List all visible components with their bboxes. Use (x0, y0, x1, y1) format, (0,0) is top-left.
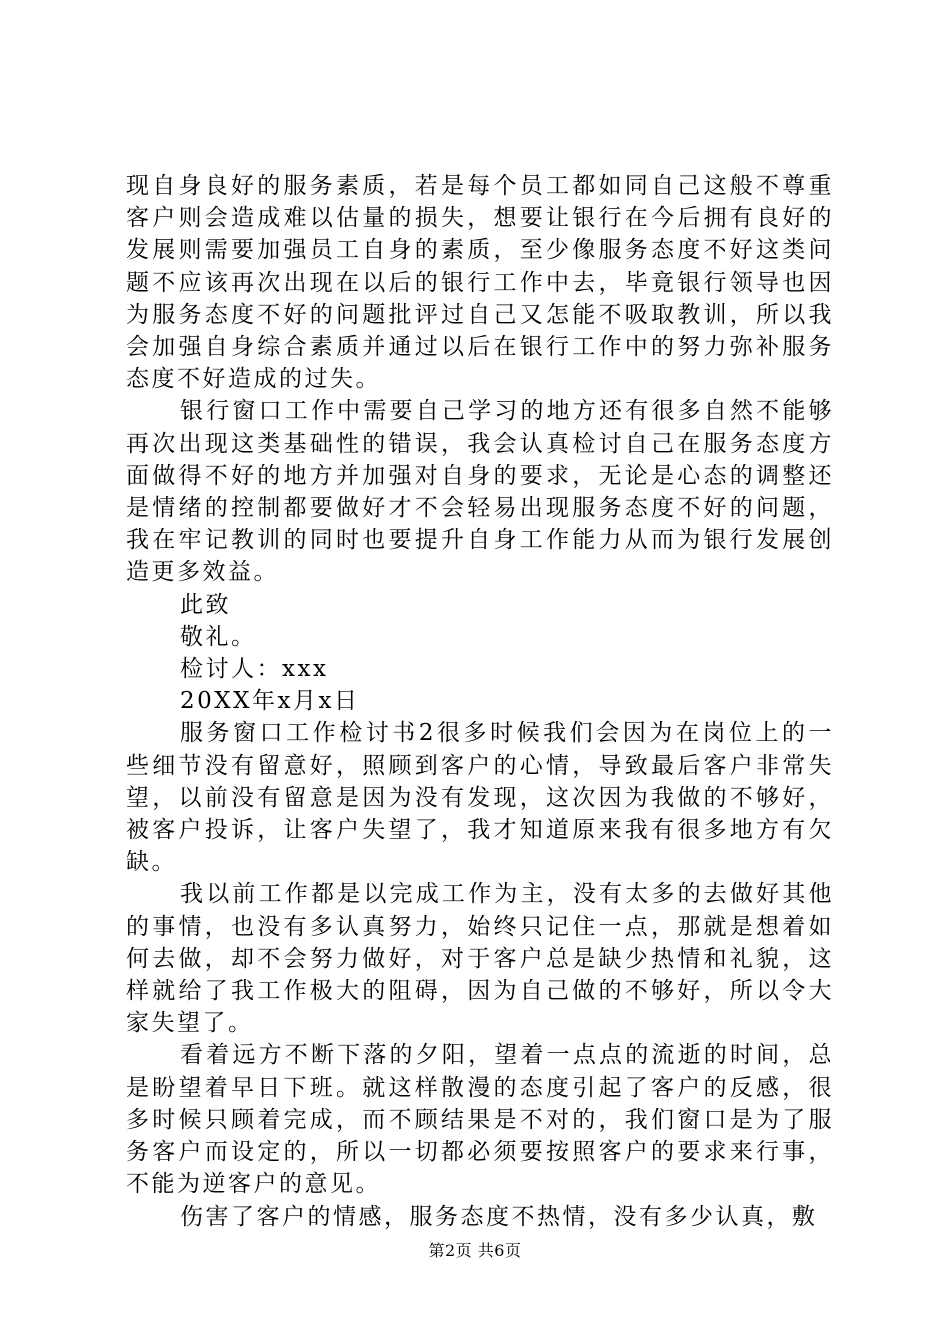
paragraph-2: 银行窗口工作中需要自己学习的地方还有很多自然不能够再次出现这类基础性的错误，我会认真检讨自己在服务态度方面做得不好的地方并加强对自身的要求，无论是心态的调整还是情绪的控制都要做好才不会轻易出现服务态度不好的问题，我在牢记教训的同时也要提升自身工作能力从而为银行发展创造更多效益。 (126, 398, 834, 586)
paragraph-10: 伤害了客户的情感，服务态度不热情，没有多少认真，敷 (180, 1203, 818, 1230)
paragraph-9: 看着远方不断下落的夕阳，望着一点点的流逝的时间，总是盼望着早日下班。就这样散漫的态度引起了客户的反感，很多时候只顾着完成，而不顾结果是不对的，我们窗口是为了服务客户而设定的，所以一切都必须要按照客户的要求来行事，不能为逆客户的意见。 (126, 1042, 834, 1198)
paragraph-1: 现自身良好的服务素质，若是每个员工都如同自己这般不尊重客户则会造成难以估量的损失，想要让银行在今后拥有良好的发展则需要加强员工自身的素质，至少像服务态度不好这类问题不应该再次出现在以后的银行工作中去，毕竟银行领导也因为服务态度不好的问题批评过自己又怎能不吸取教训，所以我会加强自身综合素质并通过以后在银行工作中的努力弥补服务态度不好造成的过失。 (126, 173, 834, 393)
closing-regards: 敬礼。 (180, 623, 257, 650)
page-number-footer: 第2页 共6页 (428, 1241, 522, 1260)
signature-line: 检讨人：xxx (180, 656, 329, 683)
date-line: 20XX年x月x日 (180, 688, 360, 715)
closing-salutation: 此致 (180, 591, 231, 618)
paragraph-8: 我以前工作都是以完成工作为主，没有太多的去做好其他的事情，也没有多认真努力，始终只记住一点，那就是想着如何去做，却不会努力做好，对于客户总是缺少热情和礼貌，这样就给了我工作极大的阻碍，因为自己做的不够好，所以令大家失望了。 (126, 881, 834, 1037)
document-body (126, 170, 834, 1233)
paragraph-7: 服务窗口工作检讨书2很多时候我们会因为在岗位上的一些细节没有留意好，照顾到客户的心情，导致最后客户非常失望，以前没有留意是因为没有发现，这次因为我做的不够好，被客户投诉，让客户失望了，我才知道原来我有很多地方有欠缺。 (126, 720, 834, 876)
